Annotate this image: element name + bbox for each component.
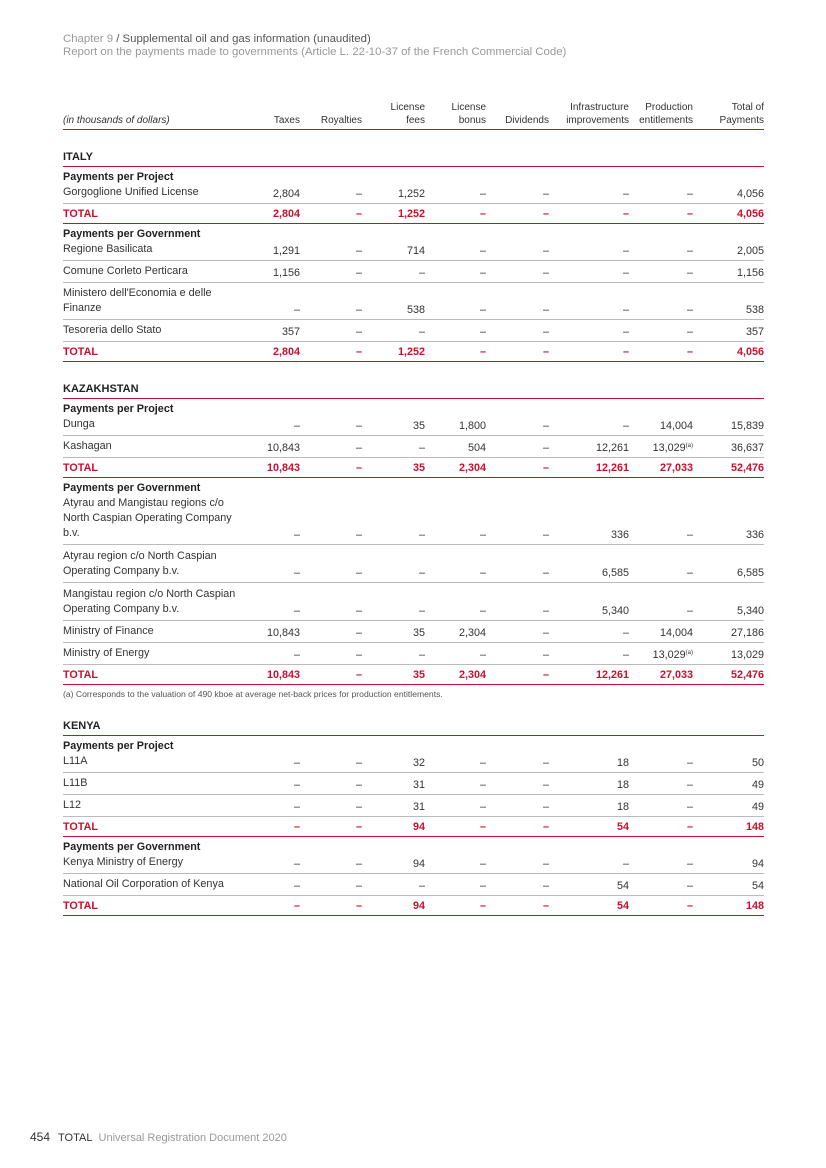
col-infrastructure: Infrastructure improvements [549, 98, 629, 130]
table-row: Ministero dell'Economia e delle Finanze – – 538 – – – – 538 [63, 283, 764, 320]
total-row: TOTAL 2,804 – 1,252 – – – – 4,056 [63, 342, 764, 362]
table-row: National Oil Corporation of Kenya – – – – – 54 – 54 [63, 874, 764, 896]
col-total: Total of Payments [693, 98, 764, 130]
table-row: Kashagan 10,843 – – 504 – 12,261 13,029$^{(a)}$ 36,637 [63, 436, 764, 458]
section-heading: Payments per Government [63, 228, 201, 240]
footnote-marker: (a) [685, 443, 693, 449]
page-subtitle: Report on the payments made to governments (Article L. 22-10-37 of the French Commercial Code) [63, 46, 567, 58]
col-taxes: Taxes [245, 98, 300, 130]
chapter-line [63, 33, 566, 46]
table-row: Ministry of Finance 10,843 – 35 2,304 – – 14,004 27,186 [63, 621, 764, 643]
table-row: Payments per Government Kenya Ministry of Energy – – 94 – – – – 94 [63, 837, 764, 874]
table-row: Payments per Project Dunga – – 35 1,800 – – 14,004 15,839 [63, 399, 764, 436]
document-title: Universal Registration Document 2020 [98, 1132, 287, 1144]
table-row: Mangistau region c/o North Caspian Operating Company b.v. – – – – – 5,340 – 5,340 [63, 583, 764, 621]
section-heading: Payments per Project [63, 171, 174, 183]
page-number: 454 [30, 1130, 51, 1144]
footnote-marker: (a) [685, 650, 693, 656]
col-license-fees: License fees [362, 98, 425, 130]
page-footer [30, 1130, 287, 1144]
chapter-label: Chapter 9 [63, 33, 114, 45]
total-row: TOTAL 2,804 – 1,252 – – – – 4,056 [63, 204, 764, 224]
section-heading: Payments per Government [63, 482, 201, 494]
total-row: TOTAL 10,843 – 35 2,304 – 12,261 27,033 52,476 [63, 458, 764, 478]
section-heading: Payments per Project [63, 403, 174, 415]
section-heading: Payments per Project [63, 740, 174, 752]
col-production: Production entitlements [629, 98, 693, 130]
table-row: Comune Corleto Perticara 1,156 – – – – – – 1,156 [63, 261, 764, 283]
country-kazakhstan: KAZAKHSTAN [63, 362, 764, 399]
total-row: TOTAL – – 94 – – 54 – 148 [63, 896, 764, 916]
country-italy: ITALY [63, 130, 764, 167]
payments-table [63, 98, 764, 916]
total-row: TOTAL – – 94 – – 54 – 148 [63, 817, 764, 837]
table-row: Payments per Project Gorgoglione Unified License 2,804 – 1,252 – – – – 4,056 [63, 167, 764, 204]
table-row: Payments per Government Atyrau and Mangistau regions c/o North Caspian Operating Company b.v. – – – – – 336 – 336 [63, 478, 764, 545]
country-kenya: KENYA [63, 699, 764, 736]
table-row: Payments per Government Regione Basilicata 1,291 – 714 – – – – 2,005 [63, 224, 764, 261]
table-row: L11B – – 31 – – 18 – 49 [63, 773, 764, 795]
section-heading: Payments per Government [63, 841, 201, 853]
table-row: Ministry of Energy – – – – – – 13,029$^{(a)}$ 13,029 [63, 643, 764, 665]
table-row: Atyrau region c/o North Caspian Operating Company b.v. – – – – – 6,585 – 6,585 [63, 545, 764, 583]
col-royalties: Royalties [300, 98, 362, 130]
column-headers [63, 98, 764, 130]
unit-label: (in thousands of dollars) [63, 98, 245, 130]
col-license-bonus: License bonus [425, 98, 486, 130]
brand-name: TOTAL [58, 1132, 93, 1144]
table-row: L12 – – 31 – – 18 – 49 [63, 795, 764, 817]
table-row: Tesoreria dello Stato 357 – – – – – – 357 [63, 320, 764, 342]
footnote: (a) Corresponds to the valuation of 490 kboe at average net-back prices for production entitlements. [63, 689, 443, 699]
table-row: Payments per Project L11A – – 32 – – 18 – 50 [63, 736, 764, 773]
page-header [63, 33, 566, 59]
total-row: TOTAL 10,843 – 35 2,304 – 12,261 27,033 52,476 [63, 665, 764, 685]
chapter-title: / Supplemental oil and gas information (unaudited) [116, 33, 371, 45]
col-dividends: Dividends [486, 98, 549, 130]
